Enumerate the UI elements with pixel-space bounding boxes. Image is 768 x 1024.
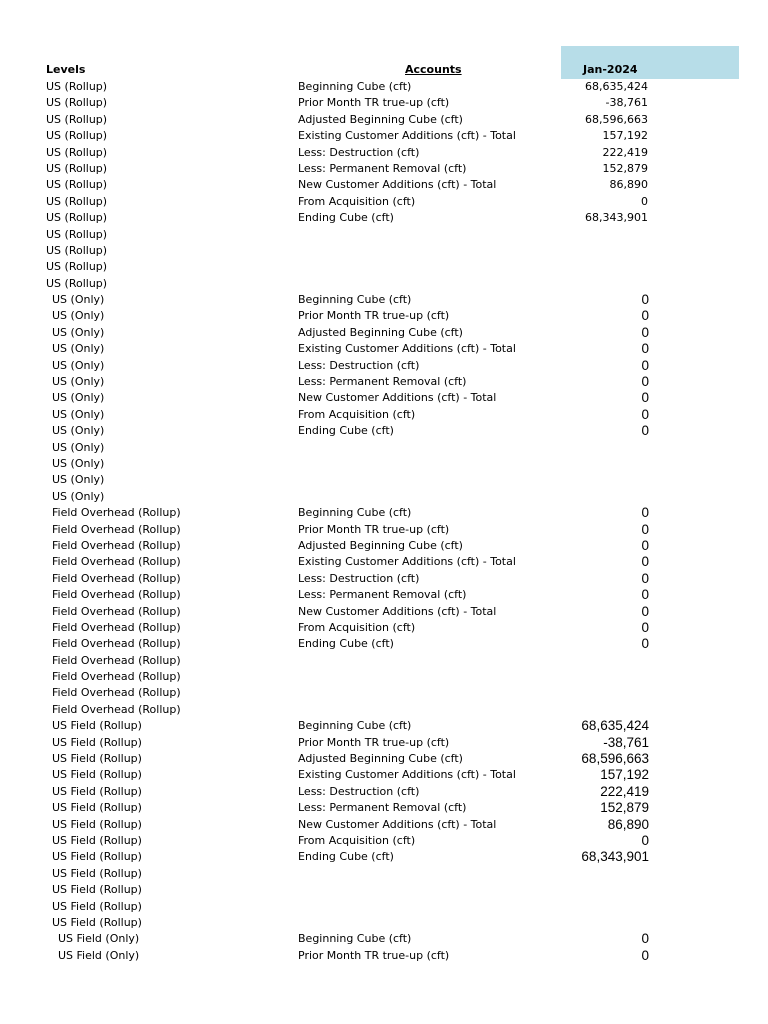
level-cell: Field Overhead (Rollup) <box>52 620 181 634</box>
table-row <box>0 751 768 767</box>
account-cell: Existing Customer Additions (cft) - Total <box>298 129 516 143</box>
level-cell: US (Only) <box>52 309 105 323</box>
table-row <box>0 554 768 570</box>
value-cell: 0 <box>641 423 649 439</box>
table-row <box>0 374 768 390</box>
report-table <box>0 79 768 964</box>
table-row <box>0 522 768 538</box>
table-row <box>0 472 768 488</box>
value-cell: 68,635,424 <box>585 80 648 93</box>
account-cell: Beginning Cube (cft) <box>298 719 412 733</box>
value-cell: 0 <box>641 194 648 208</box>
value-cell: -38,761 <box>605 96 648 110</box>
level-cell: Field Overhead (Rollup) <box>52 670 181 684</box>
table-row <box>0 79 768 95</box>
table-row <box>0 325 768 341</box>
level-cell: US (Rollup) <box>46 260 108 274</box>
value-cell: 0 <box>641 832 649 848</box>
table-row <box>0 915 768 931</box>
account-cell: Adjusted Beginning Cube (cft) <box>298 112 463 126</box>
account-cell: Beginning Cube (cft) <box>298 80 412 93</box>
level-cell: US Field (Rollup) <box>52 915 142 929</box>
level-cell: US Field (Only) <box>58 932 140 946</box>
table-row <box>0 440 768 456</box>
account-cell: From Acquisition (cft) <box>298 407 416 421</box>
levels-column-header: Levels <box>46 63 86 76</box>
account-cell: Less: Destruction (cft) <box>298 571 420 585</box>
value-cell: 0 <box>641 324 649 340</box>
level-cell: US (Only) <box>52 358 105 372</box>
table-row <box>0 604 768 620</box>
account-cell: Less: Permanent Removal (cft) <box>298 588 467 602</box>
table-row <box>0 194 768 210</box>
level-cell: US (Rollup) <box>46 243 108 257</box>
value-cell: 0 <box>641 406 649 422</box>
account-cell: Less: Destruction (cft) <box>298 784 420 798</box>
value-cell: 68,596,663 <box>581 751 649 767</box>
table-row <box>0 735 768 751</box>
value-cell: 68,343,901 <box>585 211 648 225</box>
table-row <box>0 259 768 275</box>
level-cell: Field Overhead (Rollup) <box>52 571 181 585</box>
table-row <box>0 341 768 357</box>
table-row <box>0 210 768 226</box>
level-cell: US (Rollup) <box>46 276 108 290</box>
table-row <box>0 899 768 915</box>
account-cell: Prior Month TR true-up (cft) <box>298 309 450 323</box>
level-cell: US Field (Rollup) <box>52 752 142 766</box>
level-cell: US Field (Rollup) <box>52 801 142 815</box>
table-row <box>0 128 768 144</box>
level-cell: Field Overhead (Rollup) <box>52 653 181 667</box>
account-cell: Prior Month TR true-up (cft) <box>298 96 450 110</box>
account-cell: Adjusted Beginning Cube (cft) <box>298 325 463 339</box>
level-cell: US Field (Rollup) <box>52 784 142 798</box>
level-cell: US (Only) <box>52 407 105 421</box>
table-row <box>0 702 768 718</box>
value-cell: 0 <box>641 570 649 586</box>
level-cell: US Field (Rollup) <box>52 768 142 782</box>
level-cell: US (Rollup) <box>46 80 108 93</box>
value-cell: 68,343,901 <box>581 849 649 865</box>
value-cell: 0 <box>641 308 649 324</box>
level-cell: US (Rollup) <box>46 96 108 110</box>
level-cell: Field Overhead (Rollup) <box>52 522 181 536</box>
level-cell: Field Overhead (Rollup) <box>52 555 181 569</box>
account-cell: Prior Month TR true-up (cft) <box>298 735 450 749</box>
table-row <box>0 538 768 554</box>
table-row <box>0 587 768 603</box>
account-cell: Beginning Cube (cft) <box>298 932 412 946</box>
level-cell: US Field (Rollup) <box>52 833 142 847</box>
account-cell: New Customer Additions (cft) - Total <box>298 817 497 831</box>
account-cell: Less: Destruction (cft) <box>298 145 420 159</box>
account-cell: From Acquisition (cft) <box>298 194 416 208</box>
value-cell: 68,635,424 <box>581 718 649 734</box>
level-cell: US (Only) <box>52 440 105 454</box>
level-cell: US Field (Rollup) <box>52 735 142 749</box>
account-cell: Ending Cube (cft) <box>298 850 394 864</box>
table-row <box>0 456 768 472</box>
account-cell: From Acquisition (cft) <box>298 620 416 634</box>
table-row <box>0 817 768 833</box>
level-cell: US (Only) <box>52 293 105 307</box>
account-cell: Less: Permanent Removal (cft) <box>298 161 467 175</box>
value-cell: 0 <box>641 505 649 521</box>
level-cell: US Field (Rollup) <box>52 817 142 831</box>
value-cell: 152,879 <box>602 161 648 175</box>
table-row <box>0 767 768 783</box>
value-cell: 0 <box>641 931 649 947</box>
account-cell: New Customer Additions (cft) - Total <box>298 604 497 618</box>
value-cell: 0 <box>641 554 649 570</box>
table-row <box>0 243 768 259</box>
level-cell: US (Only) <box>52 489 105 503</box>
level-cell: Field Overhead (Rollup) <box>52 702 181 716</box>
account-cell: New Customer Additions (cft) - Total <box>298 178 497 192</box>
level-cell: Field Overhead (Rollup) <box>52 506 181 520</box>
value-cell: 0 <box>641 292 649 308</box>
level-cell: US (Only) <box>52 325 105 339</box>
level-cell: US (Only) <box>52 424 105 438</box>
value-cell: 0 <box>641 390 649 406</box>
table-row <box>0 227 768 243</box>
level-cell: US Field (Rollup) <box>52 719 142 733</box>
level-cell: US Field (Rollup) <box>52 866 142 880</box>
account-cell: Prior Month TR true-up (cft) <box>298 948 450 962</box>
value-cell: 152,879 <box>600 800 649 816</box>
level-cell: US (Rollup) <box>46 178 108 192</box>
level-cell: US (Only) <box>52 391 105 405</box>
level-cell: US (Only) <box>52 456 105 470</box>
level-cell: US (Rollup) <box>46 161 108 175</box>
value-cell: 0 <box>641 587 649 603</box>
account-cell: Adjusted Beginning Cube (cft) <box>298 538 463 552</box>
table-row <box>0 931 768 947</box>
period-column-header: Jan-2024 <box>583 63 638 76</box>
table-row <box>0 882 768 898</box>
table-row <box>0 292 768 308</box>
table-row <box>0 685 768 701</box>
table-row <box>0 571 768 587</box>
level-cell: US (Only) <box>52 473 105 487</box>
value-cell: 0 <box>641 521 649 537</box>
account-cell: Adjusted Beginning Cube (cft) <box>298 752 463 766</box>
account-cell: Prior Month TR true-up (cft) <box>298 522 450 536</box>
account-cell: Ending Cube (cft) <box>298 637 394 651</box>
table-row <box>0 276 768 292</box>
value-cell: 68,596,663 <box>585 112 648 126</box>
table-row <box>0 390 768 406</box>
level-cell: US (Rollup) <box>46 129 108 143</box>
table-row <box>0 636 768 652</box>
value-cell: 0 <box>641 636 649 652</box>
table-row <box>0 849 768 865</box>
account-cell: Less: Permanent Removal (cft) <box>298 375 467 389</box>
account-cell: Beginning Cube (cft) <box>298 293 412 307</box>
table-row <box>0 308 768 324</box>
value-cell: 0 <box>641 357 649 373</box>
account-cell: Existing Customer Additions (cft) - Total <box>298 342 516 356</box>
table-row <box>0 358 768 374</box>
table-row <box>0 620 768 636</box>
level-cell: US (Rollup) <box>46 227 108 241</box>
value-cell: 0 <box>641 947 649 963</box>
account-cell: Existing Customer Additions (cft) - Total <box>298 555 516 569</box>
account-cell: Ending Cube (cft) <box>298 211 394 225</box>
value-cell: 0 <box>641 619 649 635</box>
value-cell: 157,192 <box>602 129 648 143</box>
account-cell: Less: Permanent Removal (cft) <box>298 801 467 815</box>
table-row <box>0 718 768 734</box>
value-cell: 86,890 <box>609 178 648 192</box>
value-cell: 0 <box>641 374 649 390</box>
value-cell: 86,890 <box>607 816 649 832</box>
level-cell: US (Rollup) <box>46 145 108 159</box>
value-cell: 157,192 <box>600 767 649 783</box>
value-cell: 0 <box>641 537 649 553</box>
level-cell: Field Overhead (Rollup) <box>52 538 181 552</box>
table-row <box>0 866 768 882</box>
table-row <box>0 833 768 849</box>
level-cell: US (Rollup) <box>46 194 108 208</box>
table-row <box>0 177 768 193</box>
table-row <box>0 407 768 423</box>
level-cell: US (Rollup) <box>46 211 108 225</box>
value-cell: -38,761 <box>603 734 649 750</box>
level-cell: US (Only) <box>52 342 105 356</box>
table-row <box>0 948 768 964</box>
level-cell: US (Rollup) <box>46 112 108 126</box>
account-cell: Beginning Cube (cft) <box>298 506 412 520</box>
level-cell: US Field (Only) <box>58 948 140 962</box>
table-row <box>0 800 768 816</box>
table-row <box>0 161 768 177</box>
value-cell: 0 <box>641 341 649 357</box>
level-cell: Field Overhead (Rollup) <box>52 588 181 602</box>
table-row <box>0 489 768 505</box>
table-row <box>0 784 768 800</box>
table-row <box>0 95 768 111</box>
account-cell: Existing Customer Additions (cft) - Total <box>298 768 516 782</box>
accounts-column-header: Accounts <box>405 63 462 76</box>
account-cell: Ending Cube (cft) <box>298 424 394 438</box>
table-row <box>0 505 768 521</box>
level-cell: US Field (Rollup) <box>52 883 142 897</box>
level-cell: Field Overhead (Rollup) <box>52 686 181 700</box>
account-cell: New Customer Additions (cft) - Total <box>298 391 497 405</box>
value-cell: 222,419 <box>602 145 648 159</box>
value-cell: 0 <box>641 603 649 619</box>
account-cell: Less: Destruction (cft) <box>298 358 420 372</box>
table-row <box>0 669 768 685</box>
table-row <box>0 423 768 439</box>
level-cell: Field Overhead (Rollup) <box>52 637 181 651</box>
table-row <box>0 145 768 161</box>
table-row <box>0 653 768 669</box>
level-cell: US Field (Rollup) <box>52 899 142 913</box>
level-cell: Field Overhead (Rollup) <box>52 604 181 618</box>
table-row <box>0 112 768 128</box>
value-cell: 222,419 <box>600 783 649 799</box>
level-cell: US (Only) <box>52 375 105 389</box>
account-cell: From Acquisition (cft) <box>298 833 416 847</box>
level-cell: US Field (Rollup) <box>52 850 142 864</box>
